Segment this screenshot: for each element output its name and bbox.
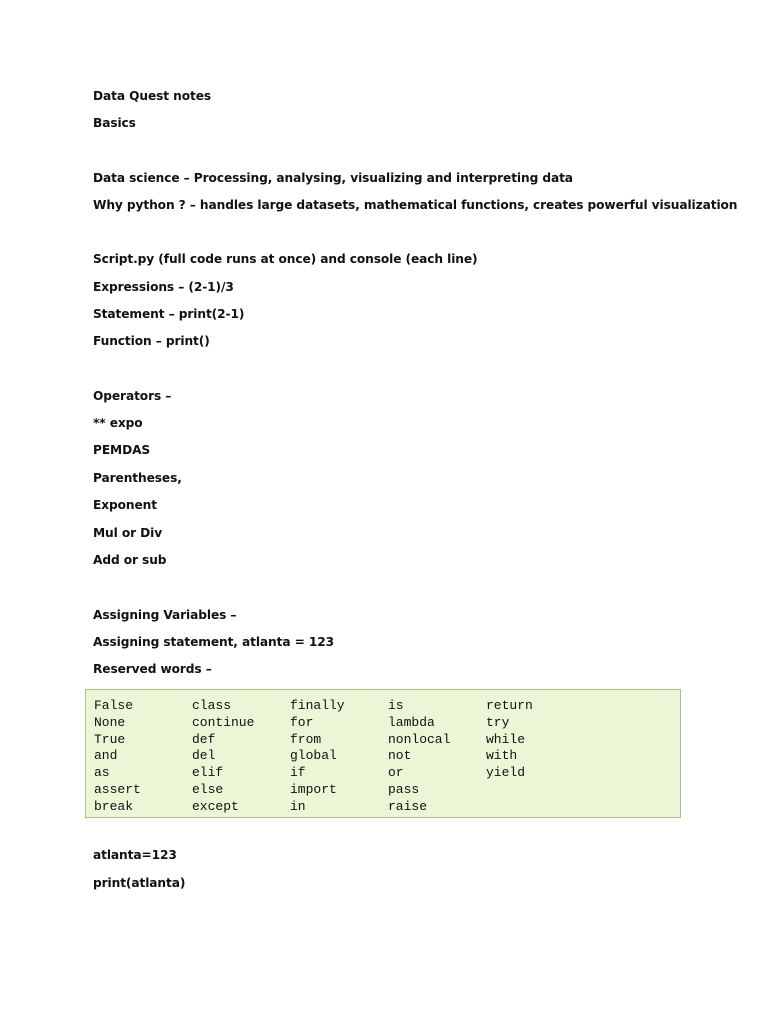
operator-line: Parentheses, <box>93 471 182 485</box>
reserved-word: with <box>486 748 518 764</box>
reserved-word: in <box>290 798 306 814</box>
variables-line: Assigning statement, atlanta = 123 <box>93 635 334 649</box>
variables-line: Reserved words – <box>93 662 212 676</box>
reserved-words-row <box>94 799 584 816</box>
reserved-word: True <box>94 731 126 747</box>
reserved-word: continue <box>192 714 255 730</box>
operator-line: Add or sub <box>93 553 167 567</box>
reserved-word: for <box>290 714 314 730</box>
reserved-word <box>486 799 584 816</box>
reserved-words-row <box>94 782 584 799</box>
reserved-word: or <box>388 765 404 781</box>
reserved-word: elif <box>192 765 224 781</box>
reserved-word: not <box>388 748 412 764</box>
intro-line: Data science – Processing, analysing, visualizing and interpreting data <box>93 171 573 185</box>
reserved-words-table <box>94 698 584 816</box>
reserved-word: pass <box>388 781 420 797</box>
reserved-word: class <box>192 698 232 713</box>
reserved-words-row <box>94 765 584 782</box>
reserved-words-row <box>94 748 584 765</box>
reserved-word: yield <box>486 765 526 781</box>
reserved-word: as <box>94 765 110 781</box>
variables-heading: Assigning Variables – <box>93 608 237 622</box>
reserved-word: finally <box>290 698 345 713</box>
reserved-word: return <box>486 698 533 713</box>
reserved-word: else <box>192 781 224 797</box>
reserved-words-row <box>94 715 584 732</box>
reserved-word: nonlocal <box>388 731 451 747</box>
reserved-word: lambda <box>388 714 435 730</box>
reserved-word: break <box>94 798 134 814</box>
reserved-word: assert <box>94 781 141 797</box>
reserved-word: except <box>192 798 239 814</box>
reserved-word: global <box>290 748 337 764</box>
reserved-word <box>486 782 584 799</box>
intro-line: Why python ? – handles large datasets, mathematical functions, creates powerful visualization <box>93 198 738 212</box>
operator-line: Mul or Div <box>93 526 163 540</box>
basics-line: Function – print() <box>93 334 210 348</box>
reserved-word: None <box>94 714 126 730</box>
basics-line: Statement – print(2-1) <box>93 307 245 321</box>
reserved-word: import <box>290 781 337 797</box>
reserved-words-code-block <box>85 689 681 818</box>
reserved-word: def <box>192 731 216 747</box>
code-example-line: print(atlanta) <box>93 876 186 890</box>
reserved-word: try <box>486 714 510 730</box>
reserved-word: is <box>388 698 404 713</box>
code-example-line: atlanta=123 <box>93 848 177 862</box>
reserved-words-row <box>94 698 584 715</box>
reserved-word: False <box>94 698 134 713</box>
document-title: Data Quest notes <box>93 89 212 103</box>
reserved-word: while <box>486 731 526 747</box>
reserved-word: from <box>290 731 322 747</box>
basics-line: Expressions – (2-1)/3 <box>93 280 234 294</box>
reserved-word: raise <box>388 798 428 814</box>
reserved-words-row <box>94 732 584 749</box>
operator-line: ** expo <box>93 416 143 430</box>
reserved-word: if <box>290 765 306 781</box>
reserved-word: and <box>94 748 118 764</box>
operator-line: Exponent <box>93 498 157 512</box>
reserved-word: del <box>192 748 216 764</box>
section-subtitle: Basics <box>93 116 136 130</box>
operator-line: PEMDAS <box>93 443 151 457</box>
basics-line: Script.py (full code runs at once) and console (each line) <box>93 252 478 266</box>
operators-heading: Operators – <box>93 389 172 403</box>
